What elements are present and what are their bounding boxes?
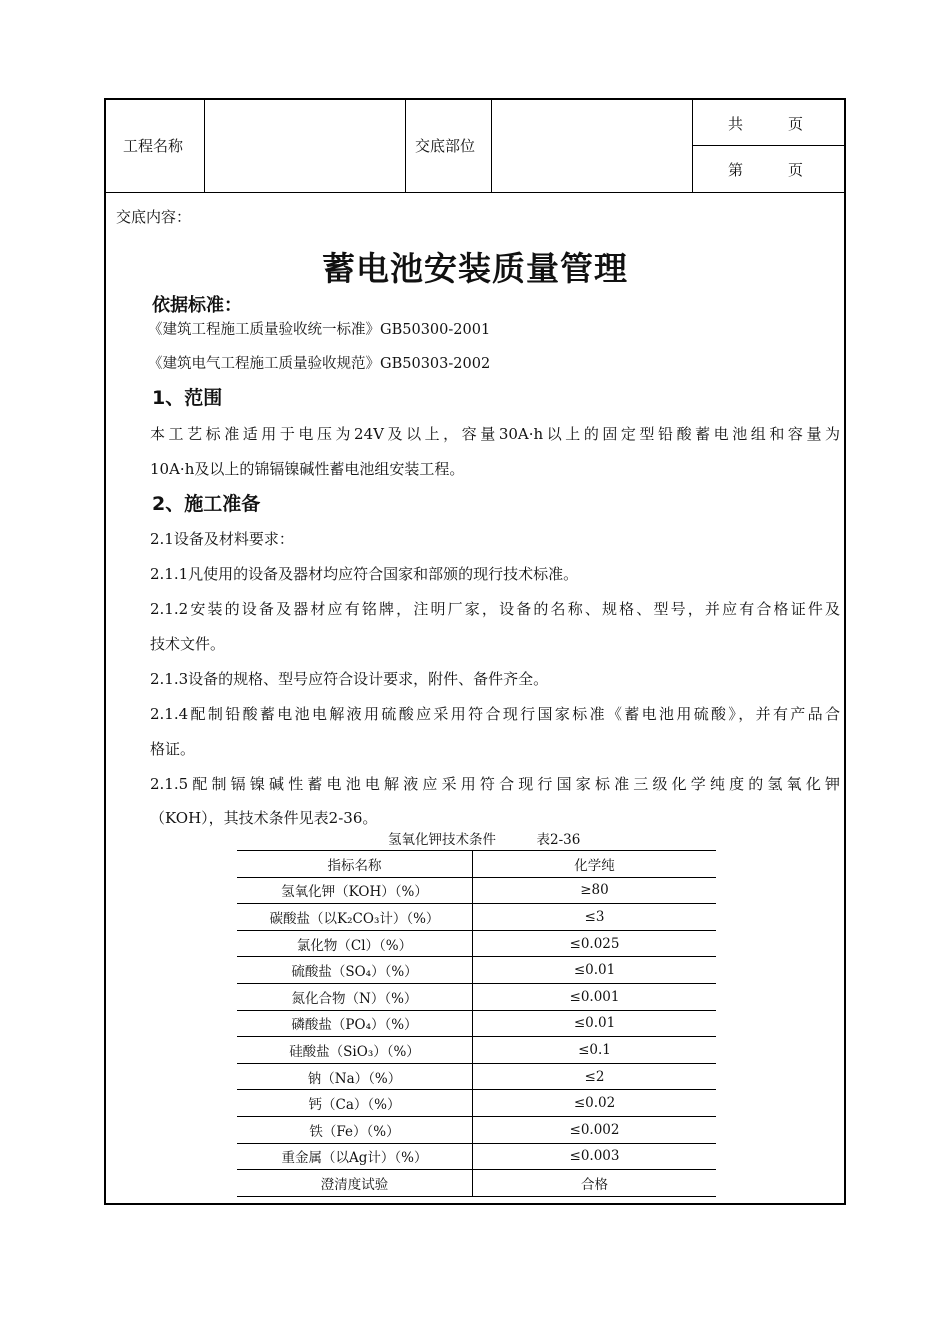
table-cell: 氢氧化钾（KOH）（%） xyxy=(237,877,473,904)
table-cell: ≤0.025 xyxy=(473,930,717,957)
section-2-line: （KOH），其技术条件见表2-36。 xyxy=(150,809,378,827)
document-title: 蓄电池安装质量管理 xyxy=(322,249,628,288)
table-caption: 氢氧化钾技术条件 表2-36 xyxy=(388,832,581,848)
table-cell: 合格 xyxy=(473,1170,717,1197)
table-cell: ≥80 xyxy=(473,877,717,904)
table-row xyxy=(237,983,716,1010)
table-cell: ≤0.003 xyxy=(473,1143,717,1170)
table-cell: 硫酸盐（SO₄）（%） xyxy=(237,957,473,984)
handover-content-label: 交底内容： xyxy=(116,208,192,226)
section-2-line: 技术文件。 xyxy=(150,635,226,653)
table-cell: 澄清度试验 xyxy=(237,1170,473,1197)
table-cell: 钠（Na）（%） xyxy=(237,1063,473,1090)
section-1-heading: 1、范围 xyxy=(152,387,223,409)
table-cell: ≤3 xyxy=(473,904,717,931)
section-2-line: 2.1设备及材料要求： xyxy=(150,530,294,548)
table-cell: ≤0.01 xyxy=(473,1010,717,1037)
table-row xyxy=(237,1090,716,1117)
table-header-row xyxy=(237,851,716,878)
section-2-line: 2.1.5配制镉镍碱性蓄电池电解液应采用符合现行国家标准三级化学纯度的氢氧化钾 xyxy=(150,775,840,793)
section-1-line: 本工艺标准适用于电压为24V及以上，容量30A·h以上的固定型铅酸蓄电池组和容量为 xyxy=(150,425,840,443)
section-1-line: 10A·h及以上的锦镉镍碱性蓄电池组安装工程。 xyxy=(150,460,465,478)
table-cell: 硅酸盐（SiO₃）（%） xyxy=(237,1037,473,1064)
header-divider xyxy=(693,145,844,146)
table-cell: 铁（Fe）（%） xyxy=(237,1116,473,1143)
table-row xyxy=(237,1170,716,1197)
table-cell: 钙（Ca）（%） xyxy=(237,1090,473,1117)
table-row xyxy=(237,1116,716,1143)
header-table xyxy=(106,100,844,193)
header-divider xyxy=(405,100,406,192)
header-divider xyxy=(692,100,693,192)
table-cell: ≤2 xyxy=(473,1063,717,1090)
project-name-label: 工程名称 xyxy=(123,137,184,155)
table-row xyxy=(237,904,716,931)
koh-spec-table xyxy=(237,850,716,1197)
table-header-cell: 指标名称 xyxy=(237,851,473,878)
page-number-label: 第 页 xyxy=(728,161,804,179)
table-cell: ≤0.01 xyxy=(473,957,717,984)
table-header-cell: 化学纯 xyxy=(473,851,717,878)
handover-part-label: 交底部位 xyxy=(415,137,476,155)
section-2-line: 2.1.3设备的规格、型号应符合设计要求，附件、备件齐全。 xyxy=(150,670,549,688)
basis-standard-2: 《建筑电气工程施工质量验收规范》GB50303-2002 xyxy=(148,356,491,372)
header-divider xyxy=(204,100,205,192)
table-row xyxy=(237,957,716,984)
table-row xyxy=(237,877,716,904)
table-cell: ≤0.1 xyxy=(473,1037,717,1064)
table-row xyxy=(237,1037,716,1064)
table-cell: ≤0.002 xyxy=(473,1116,717,1143)
table-cell: 重金属（以Ag计）（%） xyxy=(237,1143,473,1170)
basis-heading: 依据标准： xyxy=(152,295,242,316)
table-row xyxy=(237,1063,716,1090)
table-cell: ≤0.001 xyxy=(473,983,717,1010)
section-2-line: 2.1.1凡使用的设备及器材均应符合国家和部颁的现行技术标准。 xyxy=(150,565,579,583)
section-2-line: 2.1.2安装的设备及器材应有铭牌，注明厂家，设备的名称、规格、型号，并应有合格证件及 xyxy=(150,600,840,618)
table-row xyxy=(237,1010,716,1037)
table-cell: 磷酸盐（PO₄）（%） xyxy=(237,1010,473,1037)
table-row xyxy=(237,930,716,957)
header-divider xyxy=(491,100,492,192)
section-2-line: 格证。 xyxy=(150,740,196,758)
document-frame xyxy=(104,98,846,1205)
table-cell: ≤0.02 xyxy=(473,1090,717,1117)
section-2-heading: 2、施工准备 xyxy=(152,493,261,515)
table-cell: 碳酸盐（以K₂CO₃计）（%） xyxy=(237,904,473,931)
table-row xyxy=(237,1143,716,1170)
table-cell: 氮化合物（N）（%） xyxy=(237,983,473,1010)
total-pages-label: 共 页 xyxy=(728,115,804,133)
basis-standard-1: 《建筑工程施工质量验收统一标准》GB50300-2001 xyxy=(148,322,491,338)
section-2-line: 2.1.4配制铅酸蓄电池电解液用硫酸应采用符合现行国家标准《蓄电池用硫酸》，并有产品合 xyxy=(150,705,840,723)
table-cell: 氯化物（Cl）（%） xyxy=(237,930,473,957)
